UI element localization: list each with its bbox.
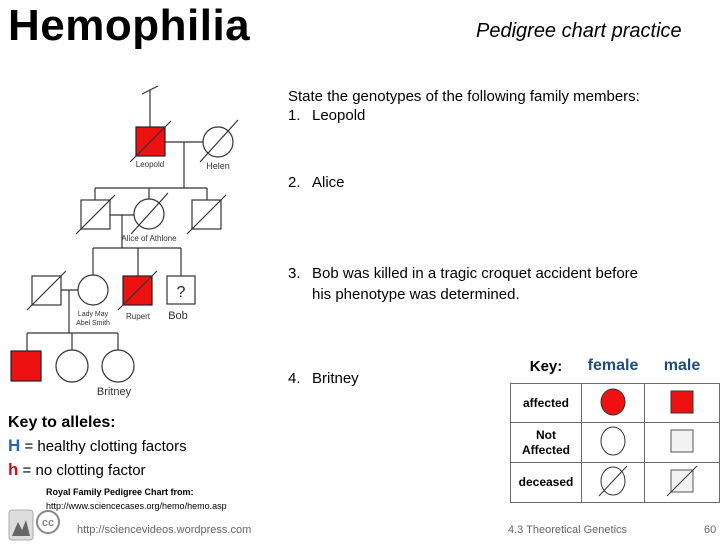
helen-symbol [200,120,238,162]
key-header-male: male [645,349,720,384]
alice-symbol [131,193,168,234]
allele-h-text: = no clotting factor [18,462,146,480]
gen4-affected-male-symbol [11,351,41,381]
lady-may-symbol [78,275,108,305]
question-2-text: Alice [312,174,345,191]
credit-line-1: Royal Family Pedigree Chart from: [46,487,194,497]
gen2-male-right-symbol [187,195,226,234]
question-1-number: 1. [288,107,301,124]
key-not-affected-line1: Not [536,427,556,442]
question-4-text: Britney [312,370,359,387]
svg-text:cc: cc [41,517,55,529]
allele-key-h-row [8,458,187,482]
question-2 [288,174,345,191]
page-subtitle: Pedigree chart practice [476,20,682,42]
label-alice: Alice of Athlone [121,234,177,243]
key-affected-male [645,384,720,423]
question-3-text-line2: his phenotype was determined. [312,286,520,303]
allele-H-text: = healthy clotting factors [20,438,187,456]
question-1 [288,107,365,124]
question-3-number: 3. [288,265,301,282]
credit-line-2: http://www.sciencecases.org/hemo/hemo.asp [46,500,227,511]
gen2-male-left-symbol [76,195,115,234]
allele-h-symbol: h [8,460,19,480]
page-title: Hemophilia [8,1,251,50]
footer-page-number: 60 [704,524,717,536]
source-credit [46,486,227,513]
question-2-number: 2. [288,174,301,191]
key-row-not-affected [511,423,582,463]
label-britney: Britney [96,386,132,398]
footer-url[interactable]: http://sciencevideos.wordpress.com [77,524,252,536]
question-3 [288,263,638,305]
britney-sister-symbol [56,350,88,382]
gen3-male-left-symbol [27,271,66,310]
creative-commons-logo-icon [8,508,70,544]
rupert-symbol [118,271,157,310]
key-row-deceased: deceased [511,463,582,503]
bob-symbol [167,276,195,304]
allele-key-title: Key to alleles: [8,414,116,431]
symbol-key-table [510,349,720,503]
allele-H-symbol: H [8,436,21,456]
label-leopold: Leopold [135,160,165,169]
key-not-affected-line2: Affected [521,442,570,457]
label-rupert: Rupert [125,312,151,321]
label-bob: Bob [168,310,188,322]
label-abel-smith: Abel Smith [76,320,110,327]
key-not-affected-female [582,423,645,463]
question-1-text: Leopold [312,107,366,124]
instruction-text: State the genotypes of the following family members: [288,88,640,105]
key-not-affected-male [645,423,720,463]
leopold-symbol [130,121,171,162]
bob-question-mark: ? [176,284,186,301]
label-lady-may: Lady May [77,311,109,318]
britney-symbol [102,350,134,382]
label-helen: Helen [206,161,230,171]
key-affected-female [582,384,645,423]
pedigree-chart [0,60,270,405]
allele-key-H-row [8,434,187,458]
key-header-female: female [582,349,645,384]
question-4 [288,370,359,387]
key-label: Key: [511,349,582,384]
question-4-number: 4. [288,370,301,387]
allele-key [8,412,187,482]
key-deceased-female [582,463,645,503]
key-row-affected: affected [511,384,582,423]
question-3-text: Bob was killed in a tragic croquet accident before [312,265,639,282]
footer-section: 4.3 Theoretical Genetics [508,524,628,536]
key-deceased-male [645,463,720,503]
